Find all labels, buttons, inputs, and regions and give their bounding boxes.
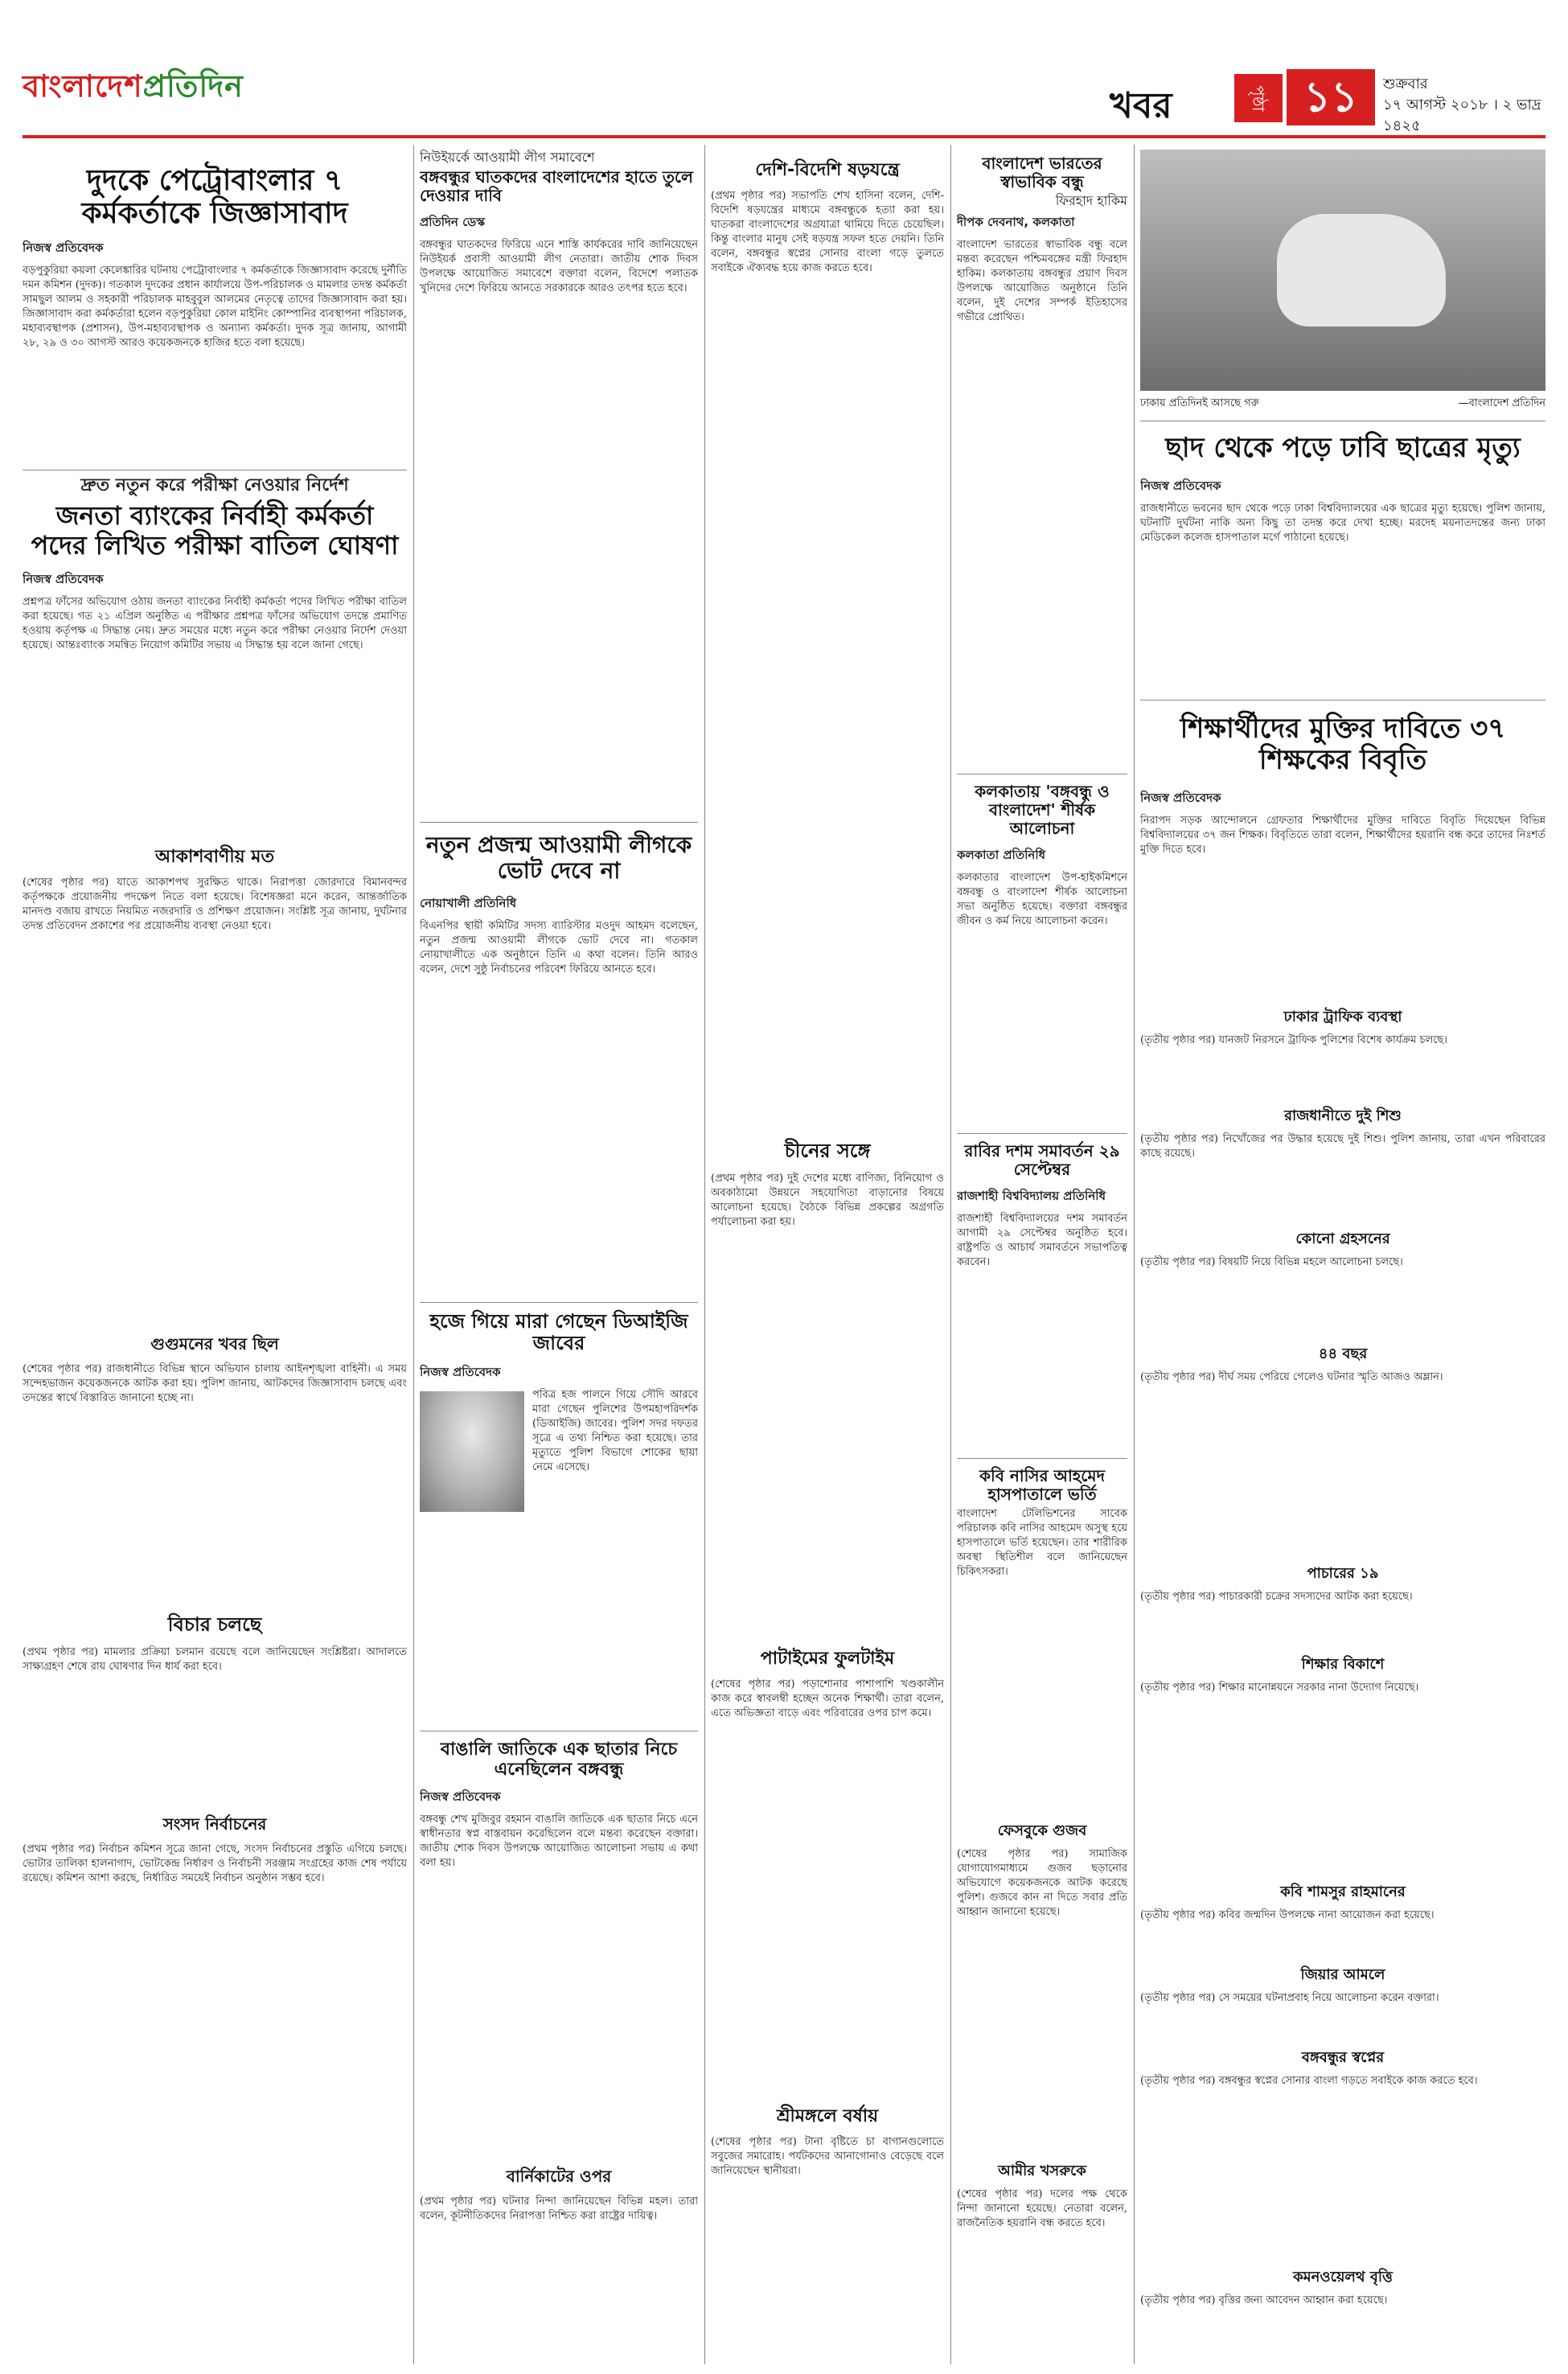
photo-credit: —বাংলাদেশ প্রতিদিন [1458, 397, 1545, 409]
article-body: (প্রথম পৃষ্ঠার পর) মামলার প্রক্রিয়া চলমান রয়েছে বলে জানিয়েছেন সংশ্লিষ্টরা। আদালতে সাক্ষ্যগ্রহণ শেষে রায় ঘোষণার দিন ধার্য করা হবে। [23, 1645, 407, 1673]
column-divider [413, 145, 414, 2364]
headline: বাঙালি জাতিকে এক ছাতার নিচে এনেছিলেন বঙ্গবন্ধু [440, 1739, 678, 1780]
headline: বিচার চলছে [167, 1612, 262, 1636]
article-body: বঙ্গবন্ধুর ঘাতকদের ফিরিয়ে এনে শাস্তি কার্যকরের দাবি জানিয়েছেন নিউইয়র্ক প্রবাসী আওয়ামী লীগ নেতারা। জাতীয় শোক দিবস উপলক্ষে আয়োজিত সমাবেশে বক্তারা বলেন, বিদেশে পলাতক খুনিদের দেশে ফিরিয়ে আনতে সরকারকে আরও তৎপর হতে হবে। [420, 239, 698, 295]
article-body: (শেষের পৃষ্ঠার পর) পড়াশোনার পাশাপাশি খণ্ডকালীন কাজ করে স্বাবলম্বী হচ্ছেন অনেক শিক্ষার্থী। তারা বলেন, এতে অভিজ্ঞতা বাড়ে এবং পরিবারের ওপর চাপ কমে। [711, 1678, 944, 1719]
article[interactable] [711, 1136, 944, 1638]
headline: পাটাইমের ফুলটাইম [760, 1649, 895, 1669]
column-divider [1134, 145, 1135, 2364]
article[interactable] [957, 2159, 1127, 2348]
article-body: (তৃতীয় পৃষ্ঠার পর) পাচারকারী চক্রের সদস্যদের আটক করা হয়েছে। [1140, 1591, 1413, 1604]
photo-caption: ঢাকায় প্রতিদিনই আসছে গরু [1140, 397, 1259, 409]
article-body: বঙ্গবন্ধু শেখ মুজিবুর রহমান বাঙালি জাতিকে এক ছাতার নিচে এনে স্বাধীনতার স্বপ্ন বাস্তবায়ন করেছিলেন বলে মন্তব্য করেছেন বক্তারা। জাতীয় শোক দিবস উপলক্ষে আয়োজিত আলোচনা সভায় এ কথা বলা হয়। [420, 1813, 698, 1870]
article-body: বিএনপির স্থায়ী কমিটির সদস্য ব্যারিস্টার মওদুদ আহমদ বলেছেন, নতুন প্রজন্ম আওয়ামী লীগকে ভোট দেবে না। গতকাল নোয়াখালীতে এক অনুষ্ঠানে তিনি এ কথা বলেন। তিনি আরও বলেন, দেশে সুষ্ঠু নির্বাচনের পরিবেশ ফিরিয়ে আনতে হবে। [420, 919, 698, 975]
article-body: রাজশাহী বিশ্ববিদ্যালয়ের দশম সমাবর্তন আগামী ২৯ সেপ্টেম্বর অনুষ্ঠিত হবে। রাষ্ট্রপতি ও আচার্য সমাবর্তনে সভাপতিত্ব করবেন। [957, 1213, 1127, 1269]
article[interactable] [23, 150, 407, 465]
article-body: (শেষের পৃষ্ঠার পর) যাতে আকাশপথ সুরক্ষিত থাকে। নিরাপত্তা জোরদারে বিমানবন্দর কর্তৃপক্ষকে প্রয়োজনীয় পদক্ষেপ নিতে বলা হয়েছে। বিশেষজ্ঞরা মনে করেন, আন্তর্জাতিক মানদণ্ড বজায় রাখতে নিয়মিত নজরদারি ও প্রশিক্ষণ প্রয়োজন। সংশ্লিষ্ট সূত্র জানায়, দুর্ঘটনার তদন্ত প্রতিবেদন প্রকাশের পর প্রয়োজনীয় ব্যবস্থা নেওয়া হবে। [23, 876, 407, 932]
headline: আমীর খসরুকে [998, 2162, 1086, 2180]
headline: চীনের সঙ্গে [784, 1140, 871, 1162]
article[interactable] [711, 1645, 944, 2096]
article-body: (তৃতীয় পৃষ্ঠার পর) বঙ্গবন্ধুর স্বপ্নের সোনার বাংলা গড়তে সবাইকে কাজ করতে হবে। [1140, 2075, 1478, 2088]
date: ১৭ আগস্ট ২০১৮ । ২ ভাদ্র ১৪২৫ [1383, 97, 1541, 134]
article[interactable] [957, 1464, 1127, 1813]
article[interactable] [1140, 2265, 1545, 2358]
newspaper-logo[interactable] [23, 63, 244, 114]
column-4 [957, 150, 1127, 2364]
article-body: (তৃতীয় পৃষ্ঠার পর) বিষয়টি নিয়ে বিভিন্ন মহলে আলোচনা চলছে। [1140, 1256, 1403, 1269]
article[interactable] [711, 156, 944, 1130]
byline: নিজস্ব প্রতিবেদক [23, 240, 104, 255]
article-body: বড়পুকুরিয়া কয়লা কেলেঙ্কারির ঘটনায় পেট্রোবাংলার ৭ কর্মকর্তাকে জিজ্ঞাসাবাদ করেছে দুর্নীতি দমন কমিশন (দুদক)। গতকাল দুদকের প্রধান কার্যালয়ে উপ-পরিচালক ও মামলার তদন্ত কর্মকর্তা সামছুল আলম ও সহকারী পরিচালক মাহবুবুল আলমের নেতৃত্বে তাদের জিজ্ঞাসাবাদ করা হয়। জিজ্ঞাসাবাদ করা কর্মকর্তারা হলেন বড়পুকুরিয়া কোল মাইনিং কোম্পানির ব্যবস্থাপনা পরিচালক, মহাব্যবস্থাপক (প্রশাসন), উপ-মহাব্যবস্থাপক ও অন্যান্য কর্মকর্তা। দুদক সূত্র জানায়, আগামী ২৮, ২৯ ও ৩০ আগস্ট আরও কয়েকজনকে হাজির হতে বলা হয়েছে। [23, 264, 407, 349]
headline: বঙ্গবন্ধুর স্বপ্নের [1301, 2049, 1385, 2067]
article-body: (তৃতীয় পৃষ্ঠার পর) সে সময়ের ঘটনাপ্রবাহ নিয়ে আলোচনা করেন বক্তারা। [1140, 1992, 1439, 2005]
byline: নোয়াখালী প্রতিনিধি [420, 895, 517, 910]
headline: ৪৪ বছর [1318, 1345, 1368, 1363]
article[interactable] [420, 150, 698, 817]
column-1 [23, 150, 407, 2364]
article-body: (শেষের পৃষ্ঠার পর) টানা বৃষ্টিতে চা বাগানগুলোতে সবুজের সমারোহ। পর্যটকদের আনাগোনাও বেড়েছে বলে জানিয়েছেন স্থানীয়রা। [711, 2136, 944, 2177]
article[interactable] [957, 1819, 1127, 2153]
article-body: (প্রথম পৃষ্ঠার পর) সভাপতি শেখ হাসিনা বলেন, দেশি-বিদেশি ষড়যন্ত্রের মাধ্যমে বঙ্গবন্ধুকে হত্যা করা হয়। ঘাতকরা বাংলাদেশের অগ্রযাত্রা থামিয়ে দিতে চেয়েছিল। কিন্তু বাংলার মানুষ সেই ষড়যন্ত্র সফল হতে দেয়নি। তিনি বলেন, বঙ্গবন্ধুর স্বপ্নের সোনার বাংলা গড়ে তুলতে সবাইকে ঐক্যবদ্ধ হয়ে কাজ করতে হবে। [711, 190, 944, 274]
section-name: খবর [1110, 85, 1172, 126]
article[interactable] [1140, 1005, 1545, 1098]
headline: গুগুমনের খবর ছিল [150, 1333, 279, 1353]
headline: জিয়ার আমলে [1300, 1966, 1385, 1984]
headline: রাবির দশম সমাবর্তন ২৯ সেপ্টেম্বর [964, 1141, 1120, 1180]
headline: রাজধানীতে দুই শিশু [1284, 1107, 1402, 1125]
article-body: (প্রথম পৃষ্ঠার পর) দুই দেশের মধ্যে বাণিজ্য, বিনিয়োগ ও অবকাঠামো উন্নয়নে সহযোগিতা বাড়ানোর বিষয়ে আলোচনা হয়েছে। বৈঠকে বিভিন্ন প্রকল্পের অগ্রগতি পর্যালোচনা করা হয়। [711, 1173, 944, 1228]
headline: ঢাকার ট্রাফিক ব্যবস্থা [1283, 1008, 1402, 1026]
article-body: (তৃতীয় পৃষ্ঠার পর) দীর্ঘ সময় পেরিয়ে গেলেও ঘটনার স্মৃতি আজও অম্লান। [1140, 1371, 1443, 1384]
headline: হজে গিয়ে মারা গেছেন ডিআইজি জাবের [429, 1309, 688, 1355]
headline: কবি শামসুর রাহমানের [1280, 1883, 1406, 1901]
column-5 [1140, 150, 1545, 2364]
column-divider [950, 145, 951, 2364]
photo-caption-row [1140, 391, 1545, 417]
byline: দীপক দেবনাথ, কলকাতা [957, 215, 1075, 230]
headline: নতুন প্রজন্ম আওয়ামী লীগকে ভোট দেবে না [425, 832, 692, 885]
byline: নিজস্ব প্রতিবেদক [1140, 478, 1221, 494]
article[interactable] [711, 2102, 944, 2364]
article[interactable] [957, 150, 1127, 769]
article[interactable] [957, 1139, 1127, 1453]
dateline [1383, 74, 1568, 137]
article-body: (তৃতীয় পৃষ্ঠার পর) শিক্ষার মানোন্নয়নে সরকার নানা উদ্যোগ নিয়েছে। [1140, 1682, 1419, 1694]
quote-author: ফিরহাদ হাকিম [1055, 193, 1127, 208]
article[interactable] [23, 475, 407, 836]
headline: কলকাতায় 'বঙ্গবন্ধু ও বাংলাদেশ' শীর্ষক আলোচনা [975, 782, 1110, 839]
article-body: (তৃতীয় পৃষ্ঠার পর) নিখোঁজের পর উদ্ধার হয়েছে দুই শিশু। পুলিশ জানায়, তারা এখন পরিবারের কাছে রয়েছে। [1140, 1133, 1545, 1160]
byline: প্রতিদিন ডেস্ক [420, 215, 486, 230]
column-divider [704, 145, 705, 2364]
divider [957, 1458, 1127, 1459]
article[interactable] [1140, 425, 1545, 695]
byline: নিজস্ব প্রতিবেদক [420, 1364, 501, 1379]
page-number: ১১ [1287, 69, 1375, 125]
headline: ফেসবুকে গুজব [997, 1822, 1087, 1840]
article[interactable] [1140, 1104, 1545, 1221]
headline: দুদকে পেট্রোবাংলার ৭ কর্মকর্তাকে জিজ্ঞাসাবাদ [81, 164, 348, 231]
headline: কোনো গ্রহসনের [1295, 1230, 1390, 1248]
headline: পাচারের ১৯ [1307, 1565, 1379, 1583]
article-body: (প্রথম পৃষ্ঠার পর) নির্বাচন কমিশন সূত্রে জানা গেছে, সংসদ নির্বাচনের প্রস্তুতি এগিয়ে চলছে। ভোটার তালিকা হালনাগাদ, ভোটকেন্দ্র নির্ধারণ ও নির্বাচনী সরঞ্জাম সংগ্রহের কাজ শেষ পর্যায়ে রয়েছে। কমিশন আশা করছে, নির্ধারিত সময়েই নির্বাচন অনুষ্ঠান সম্ভব হবে। [23, 1842, 407, 1884]
headline: দেশি-বিদেশি ষড়যন্ত্রে [755, 160, 900, 180]
weekday: শুক্রবার [1383, 76, 1428, 92]
article-body: নিরাপদ সড়ক আন্দোলনে গ্রেফতার শিক্ষার্থীদের মুক্তির দাবিতে বিবৃতি দিয়েছেন বিভিন্ন বিশ্ববিদ্যালয়ের ৩৭ জন শিক্ষক। বিবৃতিতে তারা বলেন, শিক্ষার্থীদের হয়রানি বন্ধ করে তাদের নিঃশর্ত মুক্তি দিতে হবে। [1140, 815, 1545, 856]
article[interactable] [1140, 1963, 1545, 2039]
column-3 [711, 150, 944, 2364]
article[interactable] [420, 828, 698, 1296]
byline: নিজস্ব প্রতিবেদক [23, 571, 104, 586]
headline: আকাশবাণীয় মত [154, 846, 274, 867]
article-body: বাংলাদেশ ভারতের স্বাভাবিক বন্ধু বলে মন্তব্য করেছেন পশ্চিমবঙ্গের মন্ত্রী ফিরহাদ হাকিম। কলকাতায় বঙ্গবন্ধুর প্রয়াণ দিবস উপলক্ষে আয়োজিত অনুষ্ঠানে তিনি বলেন, দুই দেশের সম্পর্ক ইতিহাসের গভীরে প্রোথিত। [957, 239, 1127, 324]
article-body: (শেষের পৃষ্ঠার পর) সামাজিক যোগাযোগমাধ্যমে গুজব ছড়ানোর অভিযোগে কয়েকজনকে আটক করেছে পুলিশ। গুজবে কান না দিতে সবার প্রতি আহ্বান জানানো হয়েছে। [957, 1848, 1127, 1919]
headline: বাংলাদেশ ভারতের স্বাভাবিক বন্ধু [982, 154, 1102, 191]
divider [957, 1133, 1127, 1134]
logo-part2: প্রতিদিন [142, 68, 244, 104]
article[interactable] [1140, 1653, 1545, 1874]
article[interactable] [23, 1333, 407, 1604]
headline: জনতা ব্যাংকের নির্বাহী কর্মকর্তা পদের লিখিত পরীক্ষা বাতিল ঘোষণা [31, 500, 399, 561]
article[interactable] [1140, 2046, 1545, 2259]
byline: নিজস্ব প্রতিবেদক [420, 1789, 501, 1805]
logo-part1: বাংলাদেশ [23, 68, 143, 104]
article[interactable] [1140, 1227, 1545, 1336]
headline: কবি নাসির আহমেদ হাসপাতালে ভর্তি [979, 1466, 1105, 1505]
headline: বার্নিকাটের ওপর [506, 2167, 612, 2187]
kicker: নিউইয়র্কে আওয়ামী লীগ সমাবেশে [420, 150, 595, 165]
top-rule [23, 135, 1545, 138]
article[interactable] [23, 843, 407, 1326]
headline: শিক্ষার্থীদের মুক্তির দাবিতে ৩৭ শিক্ষকের বিবৃতি [1180, 713, 1506, 777]
article[interactable] [420, 2165, 698, 2356]
cow-shape [1277, 214, 1446, 327]
article[interactable] [23, 1610, 407, 1806]
photo-feature[interactable] [1140, 150, 1545, 391]
article[interactable] [1140, 1880, 1545, 1957]
article[interactable] [420, 1308, 698, 1726]
article-body: (তৃতীয় পৃষ্ঠার পর) বৃত্তির জন্য আবেদন আহ্বান করা হয়েছে। [1140, 2294, 1388, 2307]
kicker: দ্রুত নতুন করে পরীক্ষা নেওয়ার নির্দেশ [80, 474, 349, 495]
column-2 [420, 150, 698, 2364]
divider [420, 1302, 698, 1303]
divider [420, 822, 698, 823]
article[interactable] [1140, 705, 1545, 999]
masthead [0, 0, 1568, 134]
article-body: বাংলাদেশ টেলিভিশনের সাবেক পরিচালক কবি নাসির আহমেদ অসুস্থ হয়ে হাসপাতালে ভর্তি হয়েছেন। তার শারীরিক অবস্থা স্থিতিশীল বলে জানিয়েছেন চিকিৎসকরা। [957, 1508, 1127, 1579]
article[interactable] [1140, 1342, 1545, 1555]
byline: কলকাতা প্রতিনিধি [957, 848, 1046, 863]
article-body: (শেষের পৃষ্ঠার পর) রাজধানীতে বিভিন্ন স্থানে অভিযান চালায় আইনশৃঙ্খলা বাহিনী। এ সময় সন্দেহভাজন কয়েকজনকে আটক করা হয়। পুলিশ জানায়, আটকদের জিজ্ঞাসাবাদ চলছে এবং তদন্তের স্বার্থে বিস্তারিত জানানো হচ্ছে না। [23, 1362, 407, 1404]
article-body: প্রশ্নপত্র ফাঁসের অভিযোগ ওঠায় জনতা ব্যাংকের নির্বাহী কর্মকর্তা পদের লিখিত পরীক্ষা বাতিল করা হয়েছে। গত ২১ এপ্রিল অনুষ্ঠিত এ পরীক্ষার প্রশ্নপত্র ফাঁসের অভিযোগ তদন্তে প্রমাণিত হওয়ায় কর্তৃপক্ষ এ সিদ্ধান্ত নেয়। দ্রুত সময়ের মধ্যে নতুন করে পরীক্ষা নেওয়ার নির্দেশ দেওয়া হয়েছে। আন্তঃব্যাংক সমন্বিত নিয়োগ কমিটির সভায় এ সিদ্ধান্ত হয় বলে জানা গেছে। [23, 595, 407, 651]
byline: নিজস্ব প্রতিবেদক [1140, 791, 1221, 806]
headline: ছাদ থেকে পড়ে ঢাবি ছাত্রের মৃত্যু [1165, 432, 1521, 464]
article-body: (শেষের পৃষ্ঠার পর) দলের পক্ষ থেকে নিন্দা জানানো হয়েছে। নেতারা বলেন, রাজনৈতিক হয়রানি বন্ধ করতে হবে। [957, 2188, 1127, 2230]
headline: শিক্ষার বিকাশে [1301, 1656, 1385, 1674]
article[interactable] [1140, 1562, 1545, 1646]
article-body: (তৃতীয় পৃষ্ঠার পর) যানজট নিরসনে ট্রাফিক পুলিশের বিশেষ কার্যক্রম চলছে। [1140, 1034, 1447, 1047]
headline: সংসদ নির্বাচনের [162, 1813, 267, 1834]
article-body: পবিত্র হজ পালনে গিয়ে সৌদি আরবে মারা গেছেন পুলিশের উপমহাপরিদর্শক (ডিআইজি) জাবের। পুলিশ সদর দফতর সূত্রে এ তথ্য নিশ্চিত করা হয়েছে। তার মৃত্যুতে পুলিশ বিভাগে শোকের ছায়া নেমে এসেছে। [532, 1388, 698, 1473]
headline: বঙ্গবন্ধুর ঘাতকদের বাংলাদেশের হাতে তুলে দেওয়ার দাবি [420, 167, 693, 206]
article-body: (তৃতীয় পৃষ্ঠার পর) কবির জন্মদিন উপলক্ষে নানা আয়োজন করা হয়েছে। [1140, 1909, 1435, 1922]
headline: কমনওয়েলথ বৃত্তি [1293, 2269, 1393, 2286]
cattle-market-photo [1140, 150, 1545, 391]
article-body: কলকাতার বাংলাদেশ উপ-হাইকমিশনে বঙ্গবন্ধু ও বাংলাদেশ শীর্ষক আলোচনা সভা অনুষ্ঠিত হয়েছে। বক্তারা বঙ্গবন্ধুর জীবন ও কর্ম নিয়ে আলোচনা করেন। [957, 872, 1127, 928]
portrait-photo [420, 1391, 524, 1512]
article[interactable] [957, 779, 1127, 1128]
page-label: পৃষ্ঠা [1234, 74, 1283, 122]
byline: রাজশাহী বিশ্ববিদ্যালয় প্রতিনিধি [957, 1189, 1106, 1204]
headline: শ্রীমঙ্গলে বর্ষায় [776, 2106, 879, 2126]
article-body: (প্রথম পৃষ্ঠার পর) ঘটনার নিন্দা জানিয়েছেন বিভিন্ন মহল। তারা বলেন, কূটনীতিকদের নিরাপত্তা নিশ্চিত করা রাষ্ট্রের দায়িত্ব। [420, 2195, 698, 2223]
article-body: রাজধানীতে ভবনের ছাদ থেকে পড়ে ঢাকা বিশ্ববিদ্যালয়ের এক ছাত্রের মৃত্যু হয়েছে। পুলিশ জানায়, ঘটনাটি দুর্ঘটনা নাকি অন্য কিছু তা তদন্ত করে দেখা হচ্ছে। মরদেহ ময়নাতদন্তের জন্য ঢাকা মেডিকেল কলেজ হাসপাতাল মর্গে পাঠানো হয়েছে। [1140, 503, 1545, 544]
article[interactable] [23, 1813, 407, 2180]
article[interactable] [420, 1736, 698, 2159]
